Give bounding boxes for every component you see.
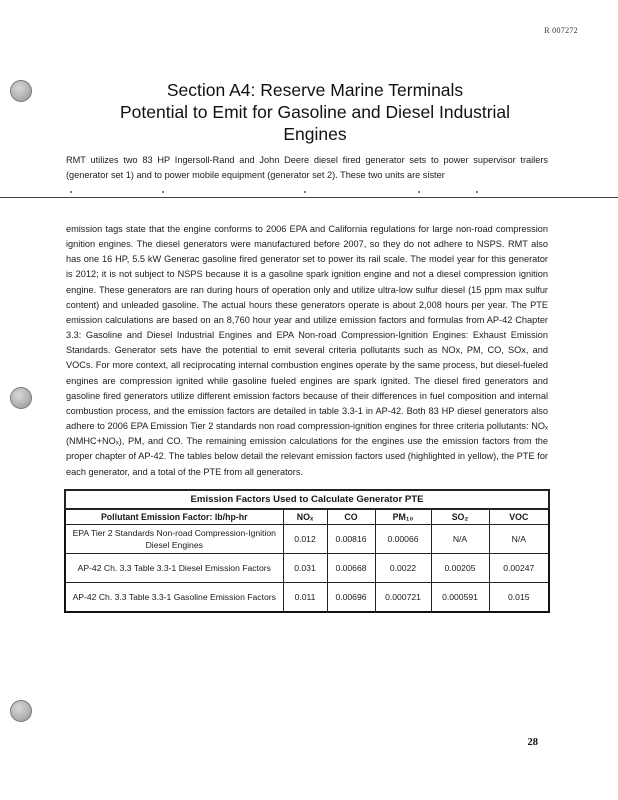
cell-so2: 0.00205 (431, 554, 489, 583)
page-number: 28 (527, 737, 538, 748)
cell-voc: N/A (489, 525, 549, 554)
row-label: AP-42 Ch. 3.3 Table 3.3-1 Diesel Emission Factors (65, 554, 283, 583)
body-paragraph: emission tags state that the engine conforms to 2006 EPA and California regulations for large non-road compression ignition engines. The diesel generators were manufactured before 2007, so they do not adhere to NSPS. RMT also has one 16 HP, 5.5 kW Generac gasoline fired generator set to power its rail scale. The model year for this generator is 2012; it is not subject to NSPS because it is a gasoline spark ignition engine and not a diesel compression ignition engine. These generators are ran during hours of operation only and utilize ultra-low sulfur diesel (15 ppm max sulfur content) and unleaded gasoline. The actual hours these generators operate is about 2,008 hours per year. The PTE emission calculations are based on an 8,760 hour year and utilize emission factors and formulas from AP-42 Chapter 3.3: Gasoline and Diesel Industrial Engines and EPA Non-road Compression-Ignition Engines: Exhaust Emission Standards. Generator sets have the potential to emit several criteria pollutants such as NOx, PM, CO, SOx, and VOCs. For more context, all reciprocating internal combustion engines operate by the same process, but diesel-fueled engines are compression ignited while gasoline fueled engines are spark ignited. The diesel fired generators and gasoline fired generators utilize different emission factors because of their differences in fuel composition and internal combustion process, and the emission factors are detailed in table 3.3-1 in AP-42. Both 83 HP diesel generators also adhere to 2006 EPA Emission Tier 2 standards non road compression-ignition engines for three criteria pollutants: NOₓ (NMHC+NOₓ), PM, and CO. The remaining emission calculations for the engines use the emission factors from the proper chapter of AP-42. The tables below detail the relevant emission factors used (highlighted in yellow), the PTE for each generator, and a total of the PTE from all generators. (66, 224, 548, 477)
header-pm10: PM₁₀ (375, 509, 431, 525)
title-line-2: Potential to Emit for Gasoline and Diesel Industrial (119, 102, 511, 122)
punch-hole-bottom (10, 700, 32, 722)
intro-paragraph: RMT utilizes two 83 HP Ingersoll-Rand and John Deere diesel fired generator sets to power supervisor trailers (generator set 1) and to power mobile equipment (generator set 2). These two units are sister (66, 155, 548, 181)
cell-pm10: 0.000721 (375, 583, 431, 613)
title-line-3: Engines (283, 124, 347, 144)
table-row (65, 583, 549, 613)
cell-voc: 0.015 (489, 583, 549, 613)
cell-so2: 0.000591 (431, 583, 489, 613)
cell-co: 0.00816 (327, 525, 375, 554)
scan-specks (66, 191, 548, 195)
scan-fold-gap (0, 198, 618, 218)
header-so2: SO₂ (431, 509, 489, 525)
table-row (65, 554, 549, 583)
title-line-1: Section A4: Reserve Marine Terminals (166, 80, 464, 100)
section-title (70, 79, 560, 145)
cell-nox: 0.011 (283, 583, 327, 613)
cell-pm10: 0.0022 (375, 554, 431, 583)
punch-hole-middle (10, 387, 32, 409)
cell-pm10: 0.00066 (375, 525, 431, 554)
cell-so2: N/A (431, 525, 489, 554)
row-label: EPA Tier 2 Standards Non-road Compression-Ignition Diesel Engines (65, 525, 283, 554)
cell-nox: 0.031 (283, 554, 327, 583)
cell-co: 0.00668 (327, 554, 375, 583)
table-title: Emission Factors Used to Calculate Generator PTE (65, 490, 549, 509)
bates-number: R 007272 (544, 26, 578, 35)
table-row (65, 525, 549, 554)
header-nox: NOₓ (283, 509, 327, 525)
cell-co: 0.00696 (327, 583, 375, 613)
cell-nox: 0.012 (283, 525, 327, 554)
header-voc: VOC (489, 509, 549, 525)
punch-hole-top (10, 80, 32, 102)
emission-factors-table (64, 489, 550, 613)
cell-voc: 0.00247 (489, 554, 549, 583)
header-pollutant-label: Pollutant Emission Factor: lb/hp-hr (65, 509, 283, 525)
row-label: AP-42 Ch. 3.3 Table 3.3-1 Gasoline Emission Factors (65, 583, 283, 613)
header-co: CO (327, 509, 375, 525)
